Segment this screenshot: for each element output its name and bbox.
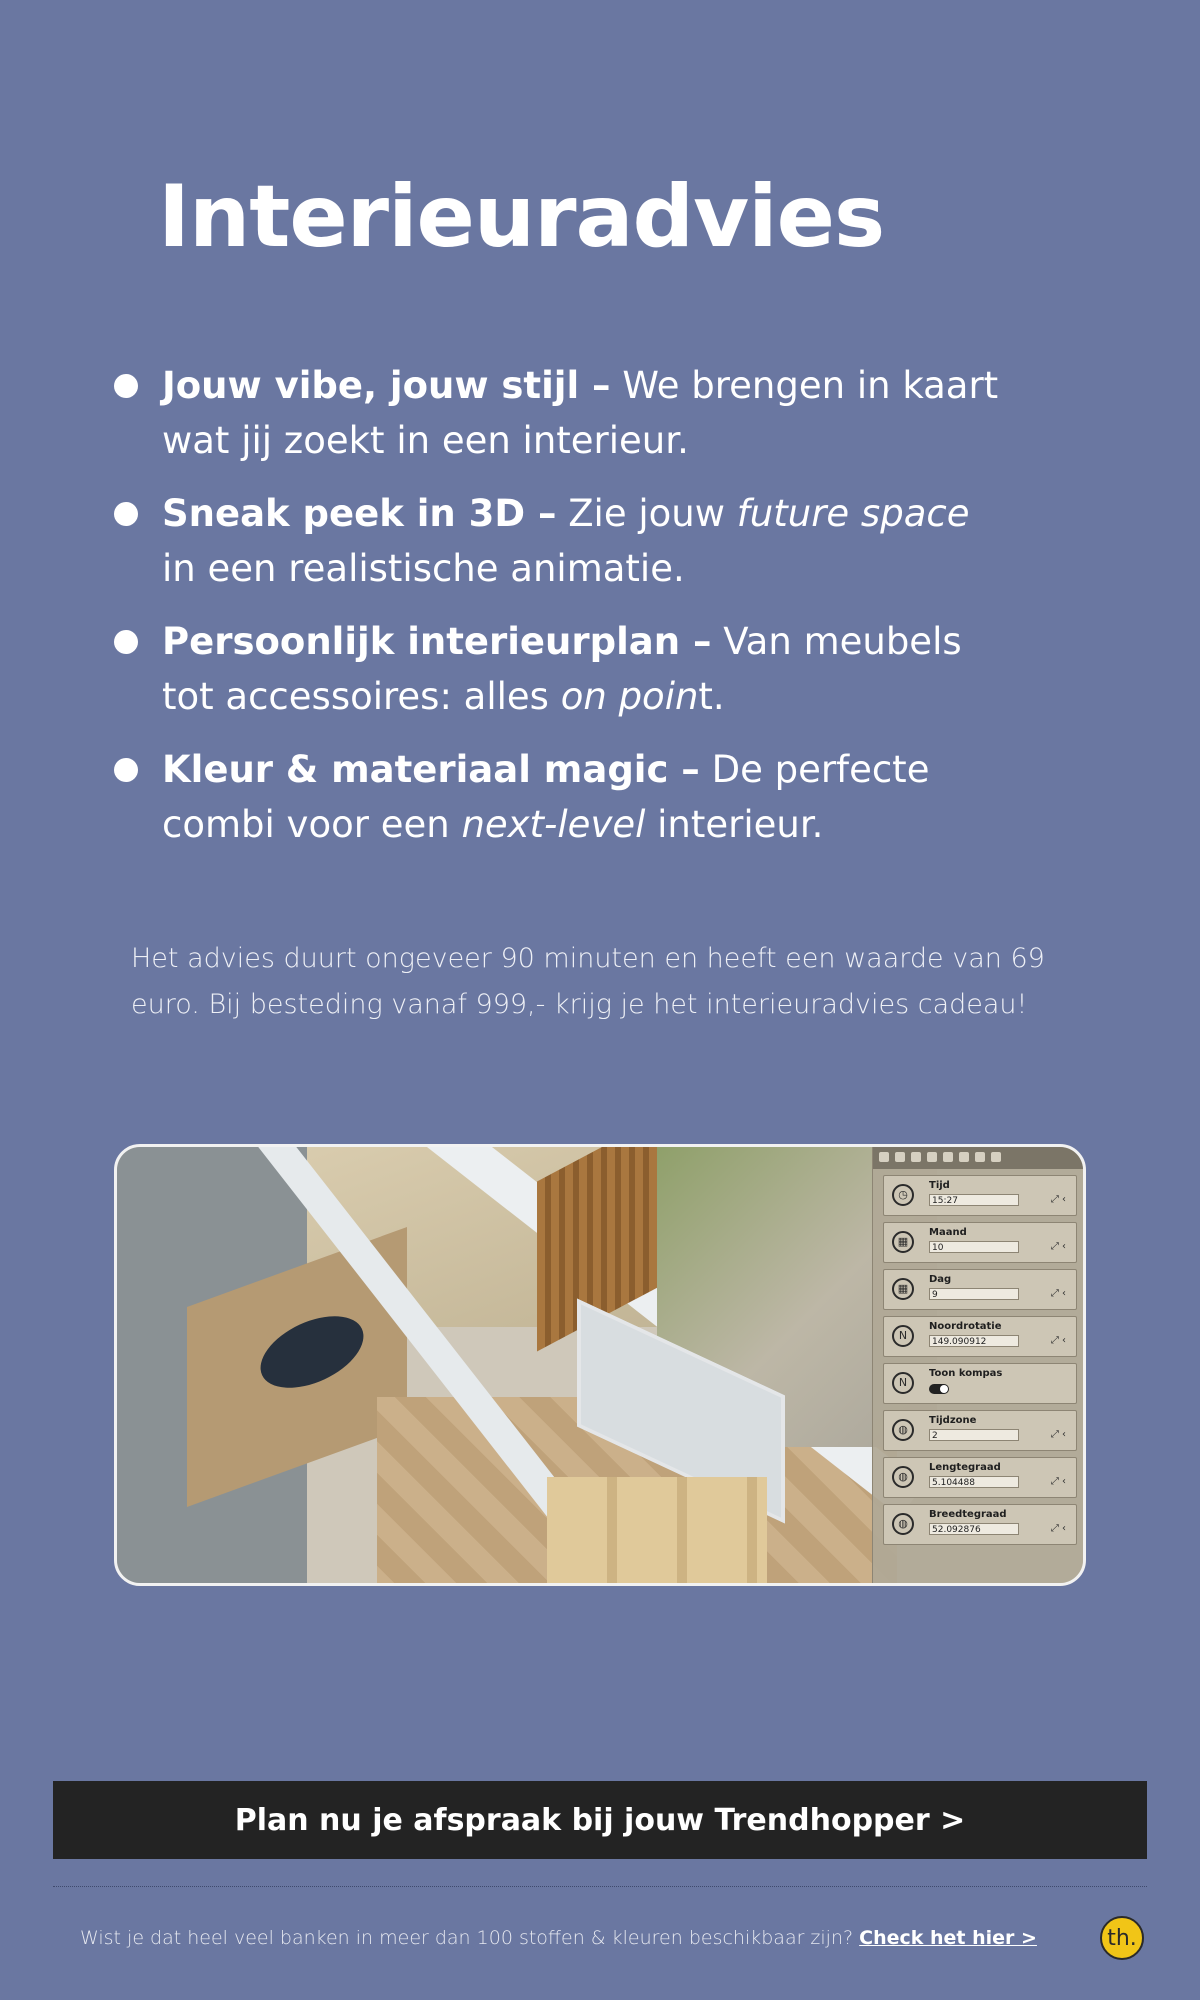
bullet-heading: Kleur & materiaal magic – — [162, 748, 700, 791]
compass-north-icon: N — [892, 1372, 914, 1394]
bullet-dot-icon — [114, 502, 138, 526]
setting-label: Lengtegraad — [929, 1462, 1001, 1473]
settings-panel — [872, 1147, 1083, 1586]
list-item — [112, 742, 1012, 852]
footer-divider — [53, 1886, 1147, 1887]
stepper-arrows[interactable]: ⤢ ‹ — [1050, 1429, 1066, 1440]
stepper-arrows[interactable]: ⤢ ‹ — [1050, 1241, 1066, 1252]
setting-row-time — [883, 1175, 1077, 1216]
bullet-dot-icon — [114, 758, 138, 782]
setting-row-show-compass — [883, 1363, 1077, 1404]
bullet-text-end: t. — [698, 675, 725, 718]
trendhopper-logo[interactable]: th. — [1100, 1916, 1144, 1960]
setting-value-field[interactable]: 149.090912 — [929, 1335, 1019, 1347]
bullet-emphasis: next-level — [461, 803, 646, 846]
footer-note — [80, 1927, 1037, 1949]
compass-north-icon: N — [892, 1325, 914, 1347]
panel-toolbar — [873, 1147, 1083, 1169]
benefits-list — [112, 358, 1012, 870]
bullet-emphasis: future space — [736, 492, 970, 535]
bullet-heading: Sneak peek in 3D – — [162, 492, 557, 535]
clock-icon: ◷ — [892, 1184, 914, 1206]
setting-value-field[interactable]: 9 — [929, 1288, 1019, 1300]
steps — [547, 1477, 767, 1586]
bullet-text: Van meubels tot accessoires: alles — [162, 620, 962, 718]
tool-icon[interactable] — [879, 1152, 889, 1162]
calendar-icon: ▦ — [892, 1278, 914, 1300]
tool-icon[interactable] — [975, 1152, 985, 1162]
setting-value-field[interactable]: 52.092876 — [929, 1523, 1019, 1535]
setting-row-longitude — [883, 1457, 1077, 1498]
setting-label: Tijd — [929, 1180, 950, 1191]
setting-row-month — [883, 1222, 1077, 1263]
list-item — [112, 614, 1012, 724]
calendar-icon: ▦ — [892, 1231, 914, 1253]
tool-icon[interactable] — [943, 1152, 953, 1162]
3d-render-image — [114, 1144, 1086, 1586]
globe-icon: ◍ — [892, 1513, 914, 1535]
globe-clock-icon: ◍ — [892, 1419, 914, 1441]
setting-row-north-rotation — [883, 1316, 1077, 1357]
setting-value-field[interactable]: 15:27 — [929, 1194, 1019, 1206]
bullet-text: We brengen in kaart wat jij zoekt in een interieur. — [162, 364, 999, 462]
setting-label: Maand — [929, 1227, 967, 1238]
page-title: Interieuradvies — [158, 167, 885, 267]
compass-toggle[interactable] — [929, 1384, 949, 1394]
setting-value-field[interactable]: 2 — [929, 1429, 1019, 1441]
plan-appointment-button[interactable]: Plan nu je afspraak bij jouw Trendhopper > — [53, 1781, 1147, 1859]
setting-label: Breedtegraad — [929, 1509, 1007, 1520]
tool-icon[interactable] — [959, 1152, 969, 1162]
footer-text: Wist je dat heel veel banken in meer dan 100 stoffen & kleuren beschikbaar zijn? — [80, 1927, 860, 1949]
tool-icon[interactable] — [927, 1152, 937, 1162]
stepper-arrows[interactable]: ⤢ ‹ — [1050, 1335, 1066, 1346]
setting-value-field[interactable]: 10 — [929, 1241, 1019, 1253]
bullet-text-end: interieur. — [645, 803, 824, 846]
setting-label: Dag — [929, 1274, 952, 1285]
setting-label: Noordrotatie — [929, 1321, 1002, 1332]
list-item — [112, 486, 1012, 596]
bullet-emphasis: on poin — [560, 675, 699, 718]
bullet-heading: Jouw vibe, jouw stijl – — [162, 364, 611, 407]
stepper-arrows[interactable]: ⤢ ‹ — [1050, 1194, 1066, 1205]
setting-row-timezone — [883, 1410, 1077, 1451]
globe-icon: ◍ — [892, 1466, 914, 1488]
list-item — [112, 358, 1012, 468]
stepper-arrows[interactable]: ⤢ ‹ — [1050, 1476, 1066, 1487]
bullet-text: De perfecte combi voor een — [162, 748, 930, 846]
setting-label: Toon kompas — [929, 1368, 1003, 1379]
bullet-text: Zie jouw — [556, 492, 737, 535]
bullet-dot-icon — [114, 374, 138, 398]
setting-row-latitude — [883, 1504, 1077, 1545]
bullet-heading: Persoonlijk interieurplan – — [162, 620, 712, 663]
setting-row-day — [883, 1269, 1077, 1310]
setting-value-field[interactable]: 5.104488 — [929, 1476, 1019, 1488]
stepper-arrows[interactable]: ⤢ ‹ — [1050, 1288, 1066, 1299]
bullet-text-end: in een realistische animatie. — [162, 547, 685, 590]
tool-icon[interactable] — [991, 1152, 1001, 1162]
setting-label: Tijdzone — [929, 1415, 977, 1426]
pricing-note: Het advies duurt ongeveer 90 minuten en heeft een waarde van 69 euro. Bij besteding vanaf 999,- krijg je het interieuradvies cadeau! — [131, 943, 1045, 1020]
tool-icon[interactable] — [895, 1152, 905, 1162]
stepper-arrows[interactable]: ⤢ ‹ — [1050, 1523, 1066, 1534]
tool-icon[interactable] — [911, 1152, 921, 1162]
bullet-dot-icon — [114, 630, 138, 654]
check-fabrics-link[interactable]: Check het hier > — [859, 1927, 1037, 1949]
